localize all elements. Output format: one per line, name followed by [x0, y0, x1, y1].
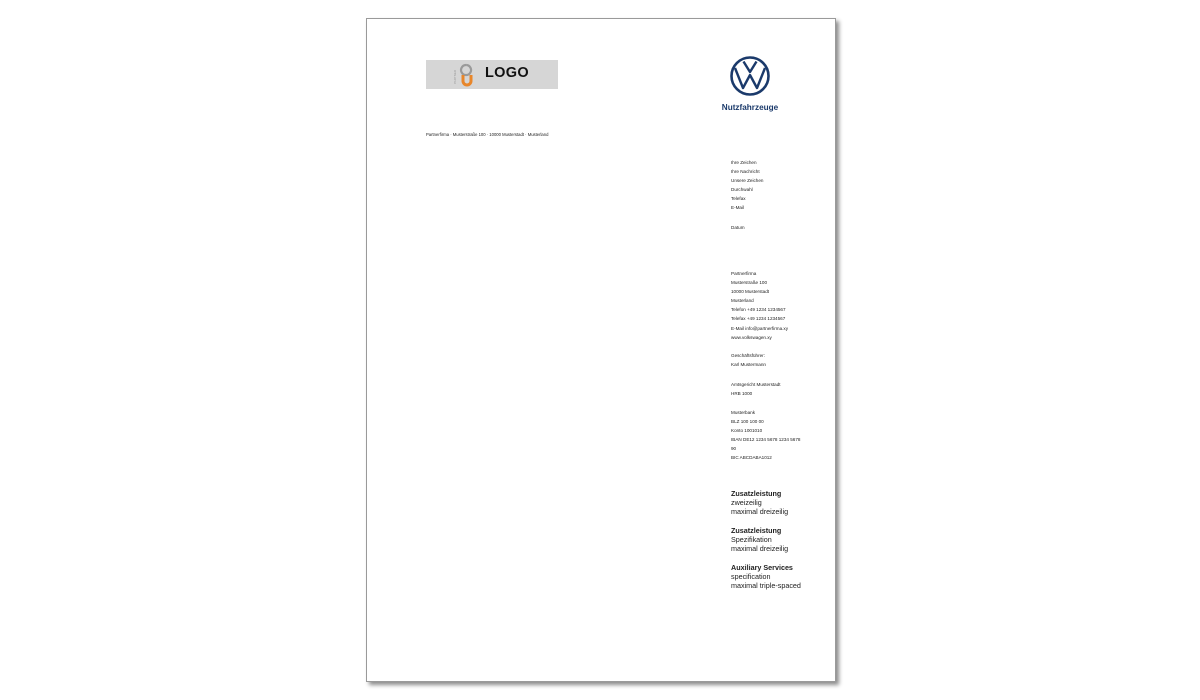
bank-line: BLZ 100 100 00: [731, 419, 764, 425]
reference-fields: [731, 158, 763, 213]
vw-roundel-icon: [730, 56, 770, 96]
reference-field: Ihre Nachricht: [731, 169, 760, 175]
reference-field: Unsere Zeichen: [731, 178, 764, 184]
service-line: maximal dreizeilig: [731, 543, 789, 553]
bank-line: Konto 1001010: [731, 428, 763, 434]
service-line: zweizeilig: [731, 497, 762, 507]
service-line: specification: [731, 571, 771, 581]
service-line: maximal triple-spaced: [731, 580, 801, 590]
court-line: HRB 1000: [731, 391, 753, 397]
letterhead-page: [366, 18, 836, 682]
service-heading: Zusatzleistung: [731, 526, 782, 535]
address-line: E-Mail info@partnerfirma.xy: [731, 325, 788, 331]
address-line: Telefon +49 1234 1234567: [731, 307, 786, 313]
reference-field: Ihre Zeichen: [731, 160, 757, 165]
management-line: Karl Mustermann: [731, 362, 766, 368]
service-block: [731, 490, 788, 516]
date-field: Datum: [731, 225, 745, 230]
bank-details: [731, 408, 800, 463]
court-line: Amtsgericht Musterstadt: [731, 382, 781, 387]
service-heading: Zusatzleistung: [731, 489, 782, 498]
management-line: Geschäftsführer:: [731, 353, 765, 358]
reference-field: Telefax: [731, 196, 746, 202]
address-line: Partnerfirma: [731, 271, 757, 276]
service-line: Spezifikation: [731, 534, 772, 544]
bank-line: Musterbank: [731, 410, 756, 415]
bank-line: 90: [731, 446, 737, 452]
partner-logo: [426, 60, 558, 89]
svg-text:PARTNER: PARTNER: [453, 69, 457, 84]
service-block: [731, 564, 801, 590]
reference-field: Durchwahl: [731, 187, 753, 193]
reference-field: E-Mail: [731, 205, 745, 211]
address-line: Musterstraße 100: [731, 280, 767, 286]
bank-line: BIC ABCDABA1012: [731, 455, 772, 461]
brand-name: Nutzfahrzeuge: [721, 103, 779, 112]
sender-address-line: Partnerfirma · Musterstraße 100 · 10000 Musterstadt · Musterland: [426, 132, 549, 137]
company-address: [731, 269, 788, 342]
address-line: 10000 Musterstadt: [731, 289, 770, 295]
partner-logo-text: LOGO: [485, 65, 529, 81]
court-register-info: [731, 380, 781, 398]
address-line: Musterland: [731, 298, 754, 304]
service-block: [731, 527, 788, 553]
management-info: [731, 351, 766, 369]
service-heading: Auxiliary Services: [731, 563, 793, 572]
partner-ring-logo-icon: [453, 62, 483, 88]
service-line: maximal dreizeilig: [731, 506, 789, 516]
address-line: Telefax +49 1234 1234567: [731, 316, 786, 322]
address-line: www.volkswagen.xy: [731, 334, 772, 340]
bank-line: IBAN DE12 1234 5678 1234 5678: [731, 437, 801, 443]
